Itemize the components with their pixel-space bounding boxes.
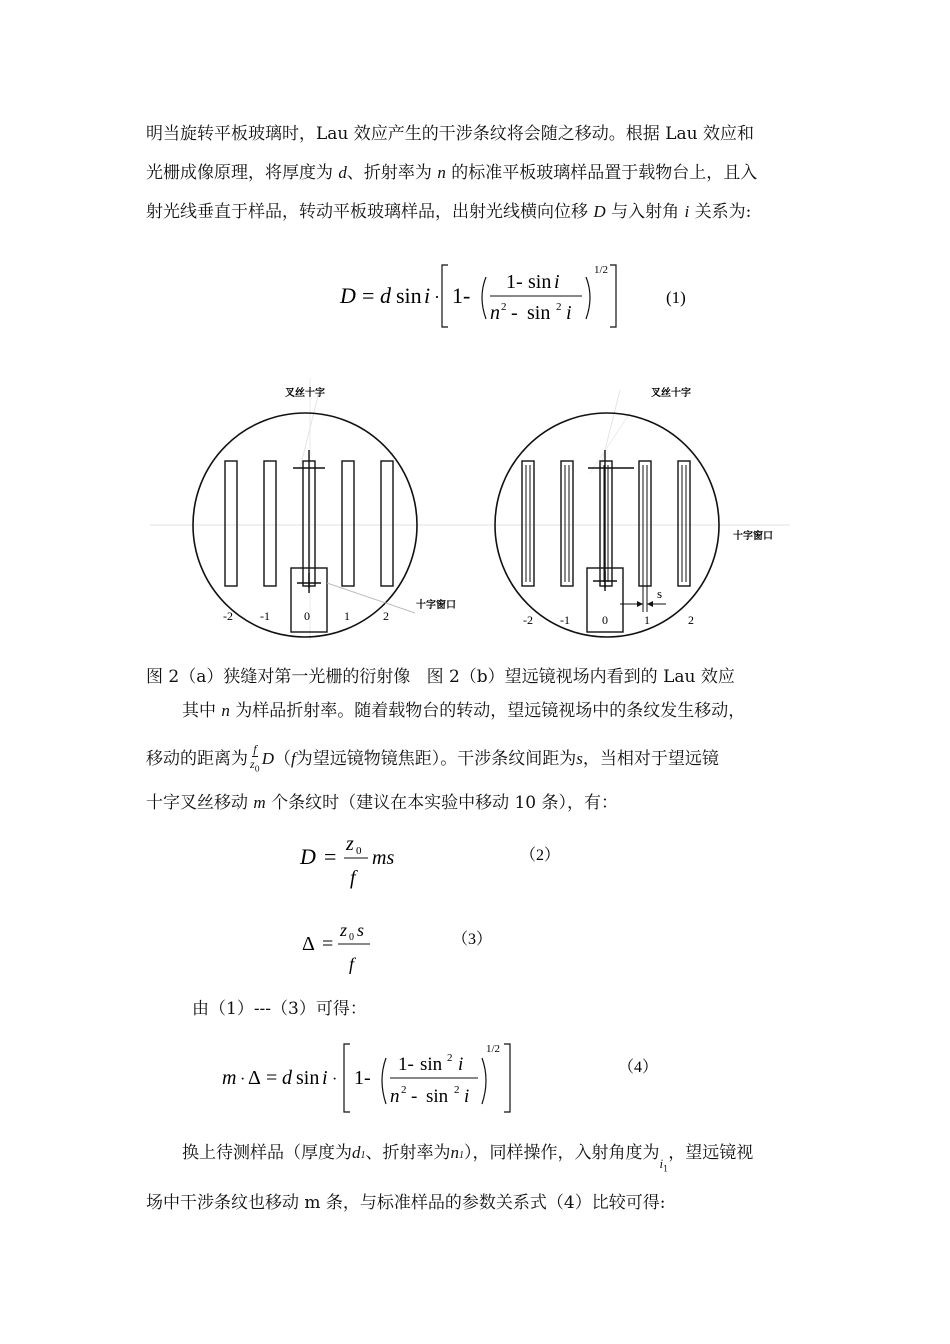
slit-image (264, 461, 276, 586)
variable: n (221, 701, 230, 720)
variable: n (437, 163, 446, 182)
eq-symbol: 0 (349, 932, 354, 943)
paren-left (382, 1058, 386, 1104)
eq-symbol: m (222, 1067, 237, 1089)
eq-symbol: = (362, 283, 375, 308)
order-label: -1 (560, 613, 570, 627)
eq-symbol: sin (296, 1067, 320, 1089)
eq-symbol: z (340, 920, 348, 940)
eq-symbol: n (390, 1086, 400, 1107)
eq-symbol: 0 (356, 845, 362, 857)
text: 射光线垂直于样品，转动平板玻璃样品，出射光线横向位移 (146, 202, 594, 222)
subscript: 1 (663, 1164, 669, 1174)
text: ，当相对于望远镜 (582, 749, 719, 770)
text: 换上待测样品（厚度为 (182, 1143, 352, 1163)
figure-caption (146, 664, 735, 690)
subscript: 1 (360, 1150, 366, 1161)
text: 、折射率为 (365, 1143, 451, 1163)
fringe-group (678, 461, 690, 586)
eq-symbol: 2 (454, 1084, 460, 1096)
eq-symbol: s (357, 920, 365, 940)
bracket-right (610, 265, 616, 327)
eq-symbol: Δ (302, 933, 315, 955)
eq-symbol: n (490, 302, 500, 324)
fringe-slit (561, 461, 573, 586)
label-window: 十字窗口 (733, 531, 773, 542)
eq-symbol: z (346, 833, 354, 855)
variable: f (291, 749, 296, 769)
field-b (495, 386, 773, 637)
eq-symbol: sin (528, 271, 552, 293)
text: 个条纹时（建议在本实验中移动 10 条），有： (265, 793, 619, 813)
paragraph-line (182, 698, 745, 724)
label-window: 十字窗口 (416, 600, 456, 611)
text: 为望远镜物镜焦距）。干涉条纹间距为 (295, 749, 577, 770)
paragraph-line (146, 160, 757, 186)
label-crosshair: 叉丝十字 (285, 388, 325, 399)
paragraph-line: 由（1）---（3）可得： (192, 999, 367, 1019)
text: 为样品折射率。随着载物台的转动，望远镜视场中的条纹发生移动， (229, 701, 746, 721)
eq-symbol: 2 (556, 301, 562, 313)
order-label: 2 (688, 613, 694, 627)
eq-symbol: · (434, 287, 440, 307)
paragraph-line (182, 1140, 753, 1173)
frac-den (250, 757, 260, 776)
variable: i (659, 1156, 664, 1171)
fringe-slit (522, 461, 534, 586)
paren-left (482, 277, 486, 319)
text: 效应产生的干涉条纹将会随之移动。根据 (348, 124, 666, 144)
eq-symbol: = (322, 933, 334, 955)
eq-symbol: 1- (452, 283, 471, 308)
equation-3 (292, 914, 532, 978)
slit-image (381, 461, 393, 586)
paragraph-line (146, 742, 719, 776)
slit-image (225, 461, 237, 586)
eq-symbol: · (240, 1071, 246, 1088)
fringe-group (639, 461, 651, 586)
guide-line (590, 413, 630, 473)
variable: s (576, 749, 583, 769)
eq-symbol: 2 (447, 1052, 453, 1064)
eq-symbol: sin (396, 283, 422, 308)
eq-symbol: i (458, 1054, 464, 1075)
order-label: 1 (644, 613, 650, 627)
paragraph-line (146, 121, 754, 147)
equation-1 (330, 255, 710, 335)
caption-a: 图 2（a）狭缝对第一光栅的衍射像 (146, 667, 411, 687)
equation-number: （4） (618, 1059, 659, 1076)
eq-symbol: 2 (501, 301, 507, 313)
fringe-slit (639, 461, 651, 586)
eq-symbol: - (511, 302, 518, 324)
eq-symbol: 1- (354, 1067, 371, 1089)
eq-symbol: 1- (398, 1054, 414, 1075)
text: 的标准平板玻璃样品置于载物台上，且入 (445, 163, 758, 183)
paragraph-line (146, 790, 618, 816)
variable: d (352, 1143, 361, 1162)
variable: i (684, 202, 690, 221)
variable: z (250, 757, 255, 771)
eq-symbol: D (340, 283, 356, 308)
variable: d (338, 163, 347, 182)
figure-2 (150, 378, 790, 640)
text: 与入射角 (605, 202, 685, 222)
eq-symbol: i (554, 271, 560, 293)
fringe-group (561, 461, 573, 586)
equation-4 (214, 1036, 674, 1116)
equation-number: (1) (666, 288, 686, 307)
variable: n (450, 1143, 459, 1162)
paren-right (586, 277, 590, 319)
text: ，望远镜视 (668, 1143, 754, 1163)
text: Lau (316, 124, 349, 144)
paragraph-line: 场中干涉条纹也移动 m 条，与标准样品的参数关系式（4）比较可得: (146, 1193, 666, 1213)
guide-line (600, 390, 620, 470)
inline-fraction (250, 742, 260, 776)
order-label: -2 (523, 613, 533, 627)
arrow-head (647, 601, 653, 607)
equation-number: （3） (452, 931, 493, 948)
eq-symbol: i (322, 1067, 328, 1089)
text: 关系为: (689, 202, 752, 222)
eq-symbol: 1/2 (594, 264, 609, 276)
caption-b: 图 2（b）望远镜视场内看到的 Lau 效应 (426, 667, 735, 687)
frac-num: f (253, 742, 257, 756)
eq-symbol: f (350, 867, 356, 889)
eq-symbol: D (300, 844, 316, 869)
text: 明当旋转平板玻璃时， (146, 124, 316, 144)
eq-symbol: ms (372, 847, 395, 869)
order-label: 0 (602, 613, 608, 627)
slit-image (342, 461, 354, 586)
text: Lau (665, 124, 698, 144)
order-label: -1 (260, 609, 270, 623)
spacing-label: s (657, 586, 663, 601)
eq-symbol: d (282, 1067, 292, 1089)
eq-symbol: f (349, 954, 355, 974)
leader-line (327, 583, 415, 613)
fringe-slit (600, 461, 612, 586)
text: 、折射率为 (346, 163, 438, 183)
variable: D (593, 202, 606, 221)
field-a (193, 386, 456, 637)
label-crosshair: 叉丝十字 (651, 388, 691, 399)
text: 其中 (182, 701, 222, 721)
eq-symbol: = (324, 844, 337, 869)
eq-symbol: = (266, 1067, 278, 1089)
text: ），同样操作，入射角度为 (464, 1143, 660, 1163)
text: 十字叉丝移动 (146, 793, 254, 813)
eq-symbol: Δ (248, 1067, 261, 1089)
subscript: 1 (459, 1150, 464, 1161)
text: 效应和 (697, 124, 754, 144)
eq-symbol: - (411, 1086, 418, 1107)
eq-symbol: 1/2 (486, 1043, 501, 1055)
eq-symbol: sin (527, 302, 551, 324)
eq-symbol: i (464, 1086, 470, 1107)
fringe-group (522, 461, 534, 586)
bracket-left (442, 265, 448, 327)
eq-symbol: i (566, 302, 572, 324)
equation-number: （2） (520, 847, 561, 864)
eq-symbol: 1- (506, 271, 523, 293)
inline-variable (660, 1151, 669, 1183)
order-label: 1 (344, 609, 350, 623)
eq-symbol: 2 (401, 1084, 407, 1096)
variable: m (253, 793, 266, 812)
eq-symbol: · (332, 1071, 338, 1088)
text: 移动的距离为 (146, 749, 248, 770)
text: （ (274, 749, 292, 770)
order-label: -2 (223, 609, 233, 623)
bracket-right (504, 1044, 510, 1112)
arrow-head (637, 601, 643, 607)
paren-right (482, 1058, 486, 1104)
bracket-left (344, 1044, 350, 1112)
equation-2 (290, 828, 590, 892)
text: 光栅成像原理，将厚度为 (146, 163, 339, 183)
order-label: 2 (383, 609, 389, 623)
paragraph-line (146, 199, 751, 225)
fringe-slit (678, 461, 690, 586)
eq-symbol: d (380, 283, 391, 308)
eq-symbol: i (424, 283, 431, 308)
variable: D (261, 749, 275, 769)
order-label: 0 (304, 609, 310, 623)
subscript: 0 (254, 764, 260, 774)
eq-symbol: sin (420, 1054, 443, 1075)
eq-symbol: sin (426, 1086, 449, 1107)
fringe-group (600, 461, 612, 586)
